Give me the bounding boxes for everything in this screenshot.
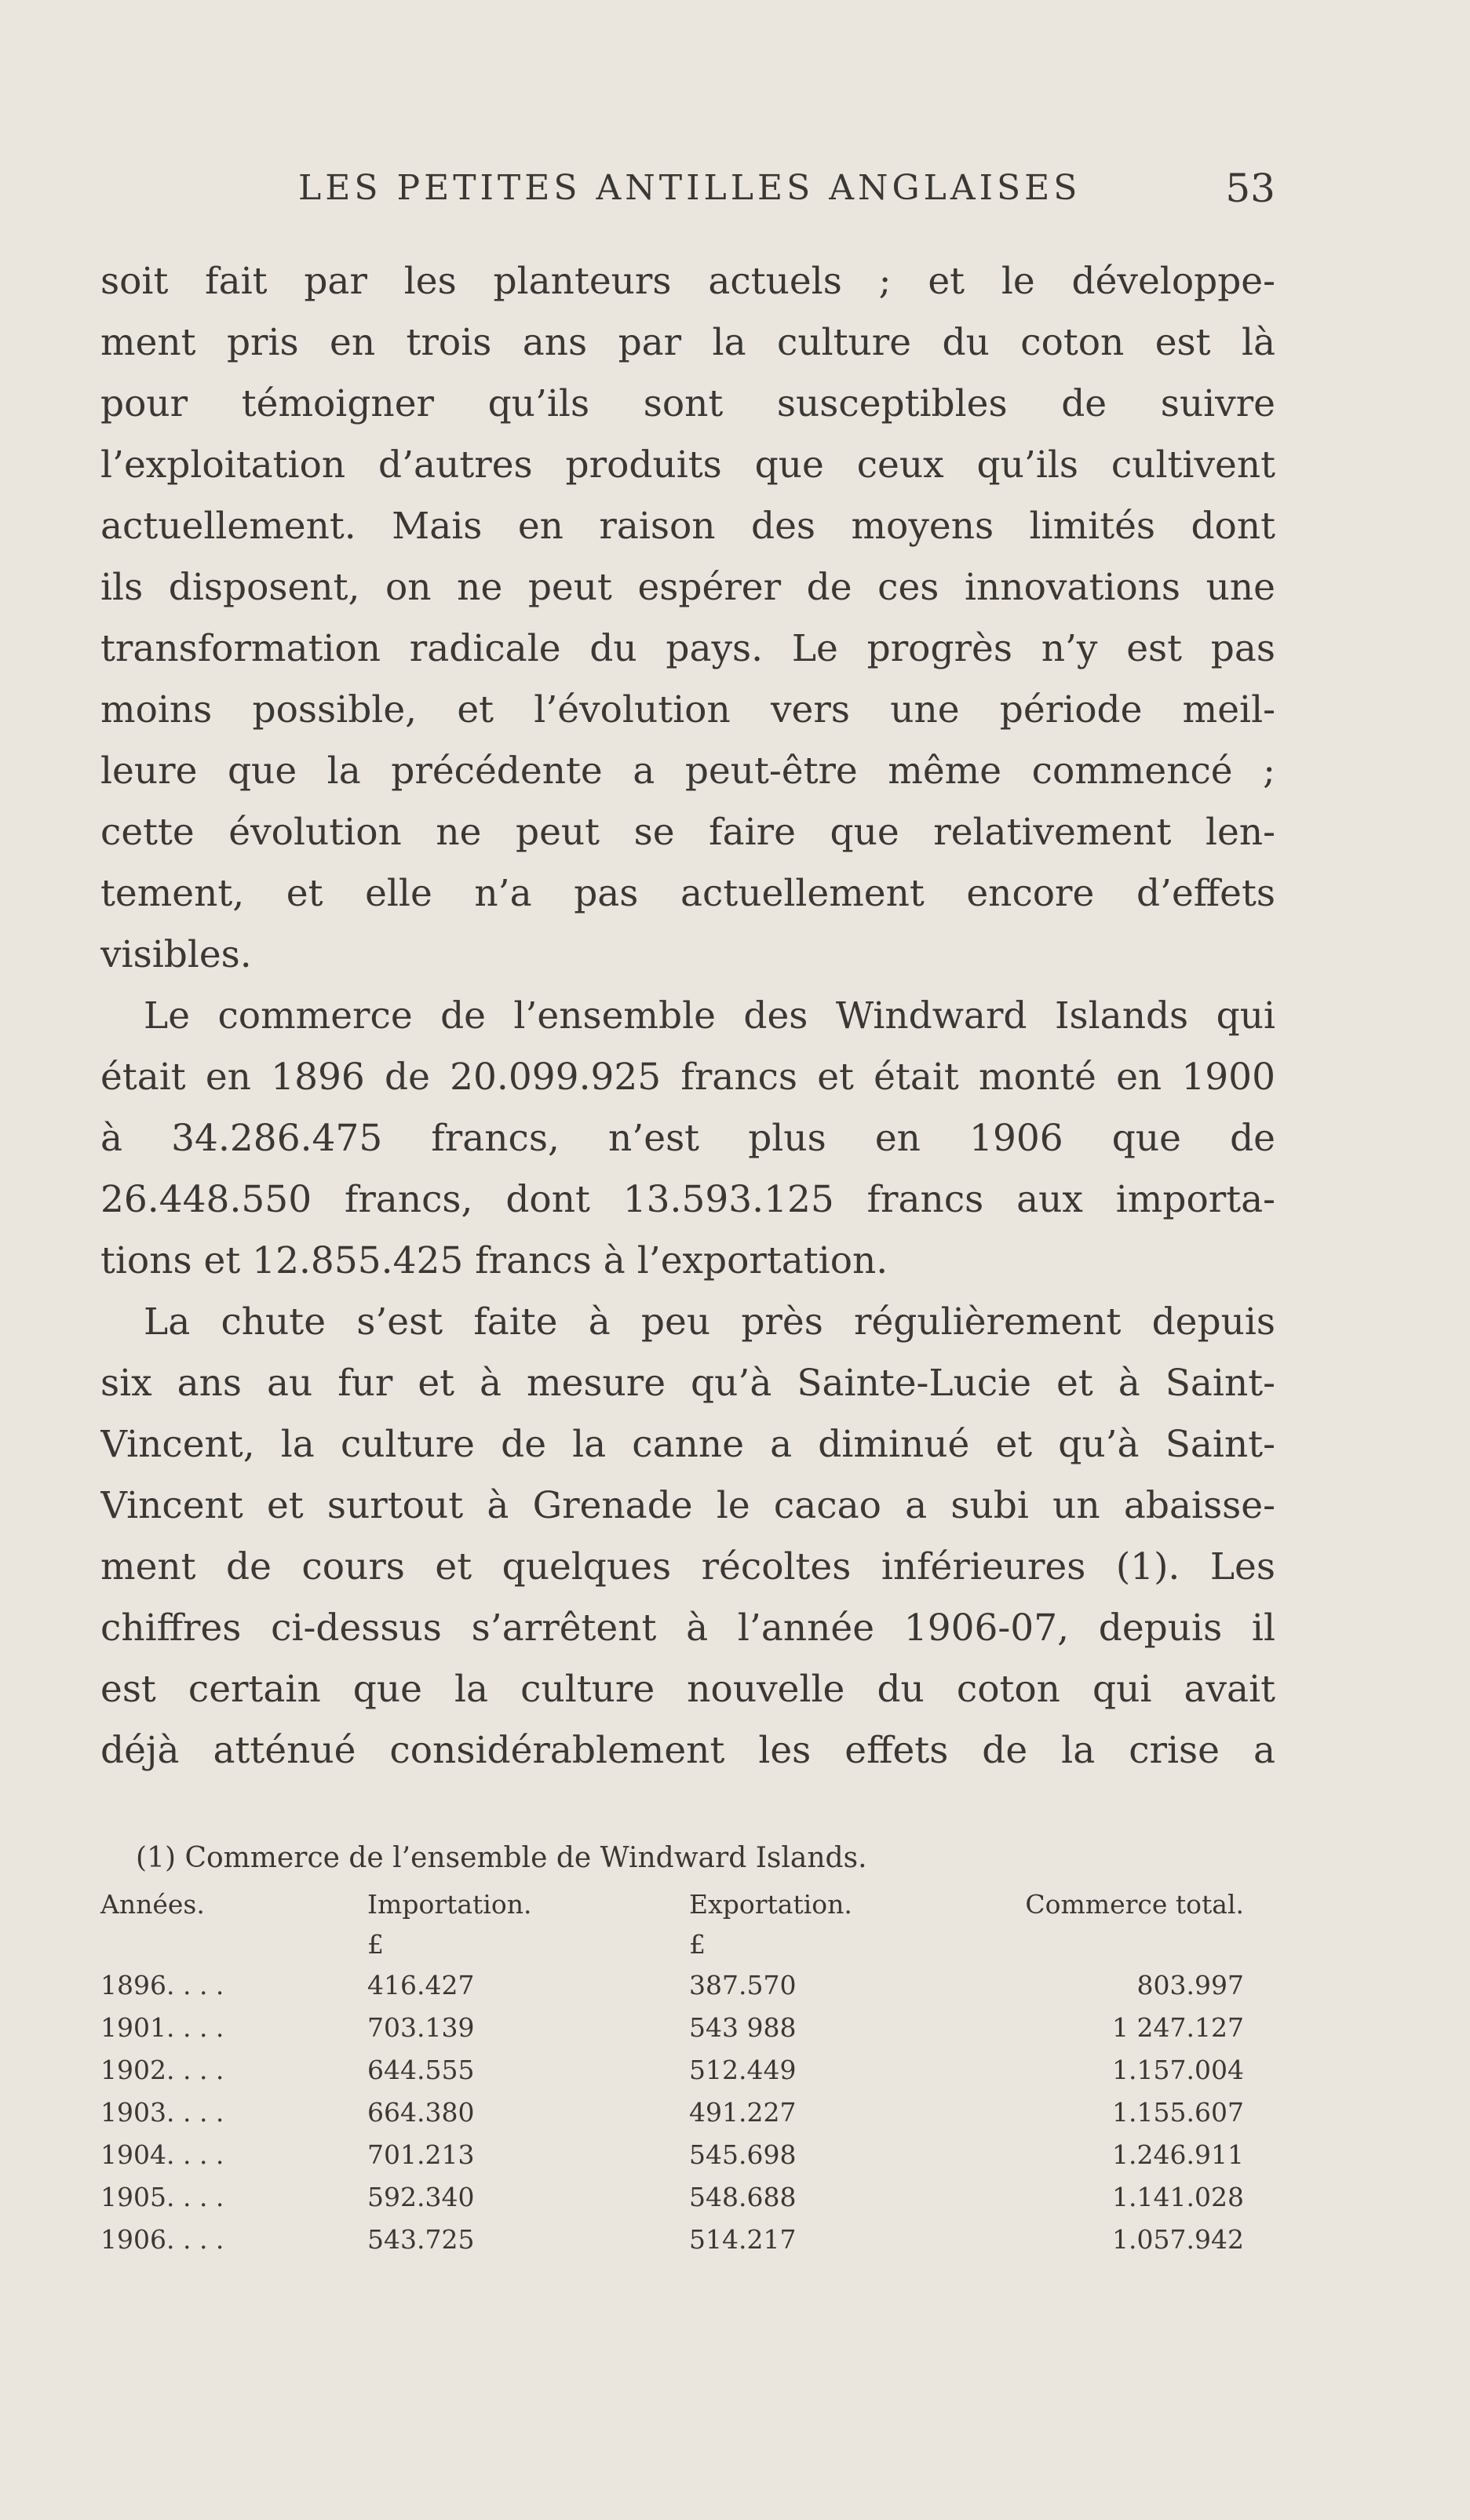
text-line: à 34.286.475 francs, n’est plus en 1906 que de	[100, 1117, 1275, 1160]
running-title: LES PETITES ANTILLES ANGLAISES	[298, 168, 1082, 208]
text-line: six ans au fur et à mesure qu’à Sainte-Lucie et à Saint-	[100, 1362, 1275, 1405]
unit-cell	[100, 1924, 336, 1964]
page-header	[298, 165, 1275, 212]
total-cell: 1.246.911	[1112, 2139, 1244, 2170]
text-line: tement, et elle n’a pas actuellement encore d’effets	[100, 872, 1275, 915]
text-line: 26.448.550 francs, dont 13.593.125 francs aux importa-	[100, 1178, 1275, 1221]
text-line: Le commerce de l’ensemble des Windward Islands qui	[144, 994, 1275, 1038]
table-row	[100, 1964, 1275, 2006]
year-cell: 1905. . . .	[100, 2181, 224, 2212]
total-cell: 1.141.028	[1112, 2181, 1244, 2212]
text-line: transformation radicale du pays. Le progrès n’y est pas	[100, 627, 1275, 670]
text-line: soit fait par les planteurs actuels ; et le développe-	[100, 260, 1275, 303]
col-header-import: Importation.	[367, 1888, 532, 1920]
page-number: 53	[1225, 166, 1275, 211]
text-line: pour témoigner qu’ils sont susceptibles de suivre	[100, 382, 1275, 425]
import-cell: 664.380	[367, 2096, 475, 2128]
year-cell: 1903. . . .	[100, 2096, 224, 2128]
text-line: visibles.	[100, 933, 252, 976]
text-line: ment de cours et quelques récoltes inférieures (1). Les	[100, 1545, 1275, 1588]
import-cell: 644.555	[367, 2054, 475, 2085]
total-cell: 1.057.942	[1112, 2223, 1244, 2255]
year-cell: 1896. . . .	[100, 1969, 224, 2000]
export-cell: 548.688	[689, 2181, 797, 2212]
text-line: ment pris en trois ans par la culture du coton est là	[100, 321, 1275, 364]
total-cell: 1.157.004	[1112, 2054, 1244, 2085]
total-cell: 1 247.127	[1112, 2011, 1244, 2043]
year-cell: 1902. . . .	[100, 2054, 224, 2085]
table-row	[100, 2218, 1275, 2260]
text-line: tions et 12.855.425 francs à l’exportation.	[100, 1239, 888, 1282]
col-header-years: Années.	[100, 1888, 205, 1920]
year-cell: 1901. . . .	[100, 2011, 224, 2043]
text-line: leure que la précédente a peut-être même commencé ;	[100, 749, 1275, 793]
unit-cell	[1003, 1924, 1275, 1964]
export-cell: 491.227	[689, 2096, 797, 2128]
import-cell: 701.213	[367, 2139, 475, 2170]
export-cell: 543 988	[689, 2011, 797, 2043]
import-cell: 543.725	[367, 2223, 475, 2255]
export-cell: 512.449	[689, 2054, 797, 2085]
unit-row	[100, 1924, 1275, 1964]
text-line: déjà atténué considérablement les effets de la crise a	[100, 1729, 1275, 1772]
text-line: ils disposent, on ne peut espérer de ces innovations une	[100, 566, 1275, 609]
table-row	[100, 2175, 1275, 2218]
trade-table	[100, 1884, 1275, 2260]
footnote-title: (1) Commerce de l’ensemble de Windward Islands.	[136, 1842, 867, 1874]
unit-cell: £	[689, 1928, 706, 1960]
year-cell: 1906. . . .	[100, 2223, 224, 2255]
text-line: La chute s’est faite à peu près régulièrement depuis	[144, 1300, 1275, 1344]
text-line: l’exploitation d’autres produits que ceux qu’ils cultivent	[100, 443, 1275, 487]
import-cell: 592.340	[367, 2181, 475, 2212]
text-line: Vincent, la culture de la canne a diminué et qu’à Saint-	[100, 1423, 1275, 1466]
import-cell: 416.427	[367, 1969, 475, 2000]
year-cell: 1904. . . .	[100, 2139, 224, 2170]
body-text	[100, 251, 1275, 1782]
table-row	[100, 2006, 1275, 2048]
table-row	[100, 2048, 1275, 2091]
text-line: cette évolution ne peut se faire que relativement len-	[100, 811, 1275, 854]
total-cell: 803.997	[1136, 1969, 1244, 2000]
text-line: est certain que la culture nouvelle du coton qui avait	[100, 1668, 1275, 1711]
unit-cell: £	[367, 1928, 384, 1960]
export-cell: 514.217	[689, 2223, 797, 2255]
text-line: était en 1896 de 20.099.925 francs et était monté en 1900	[100, 1056, 1275, 1099]
text-line: chiffres ci-dessus s’arrêtent à l’année 1906-07, depuis il	[100, 1606, 1275, 1650]
footnote	[100, 1835, 1275, 2260]
export-cell: 545.698	[689, 2139, 797, 2170]
text-line: actuellement. Mais en raison des moyens limités dont	[100, 505, 1275, 548]
col-header-total: Commerce total.	[1025, 1888, 1244, 1920]
col-header-export: Exportation.	[689, 1888, 852, 1920]
table-row	[100, 2133, 1275, 2175]
text-line: Vincent et surtout à Grenade le cacao a subi un abaisse-	[100, 1484, 1275, 1527]
total-cell: 1.155.607	[1112, 2096, 1244, 2128]
text-line: moins possible, et l’évolution vers une période meil-	[100, 688, 1275, 731]
import-cell: 703.139	[367, 2011, 475, 2043]
table-header-row	[100, 1884, 1275, 1924]
export-cell: 387.570	[689, 1969, 797, 2000]
table-row	[100, 2091, 1275, 2133]
